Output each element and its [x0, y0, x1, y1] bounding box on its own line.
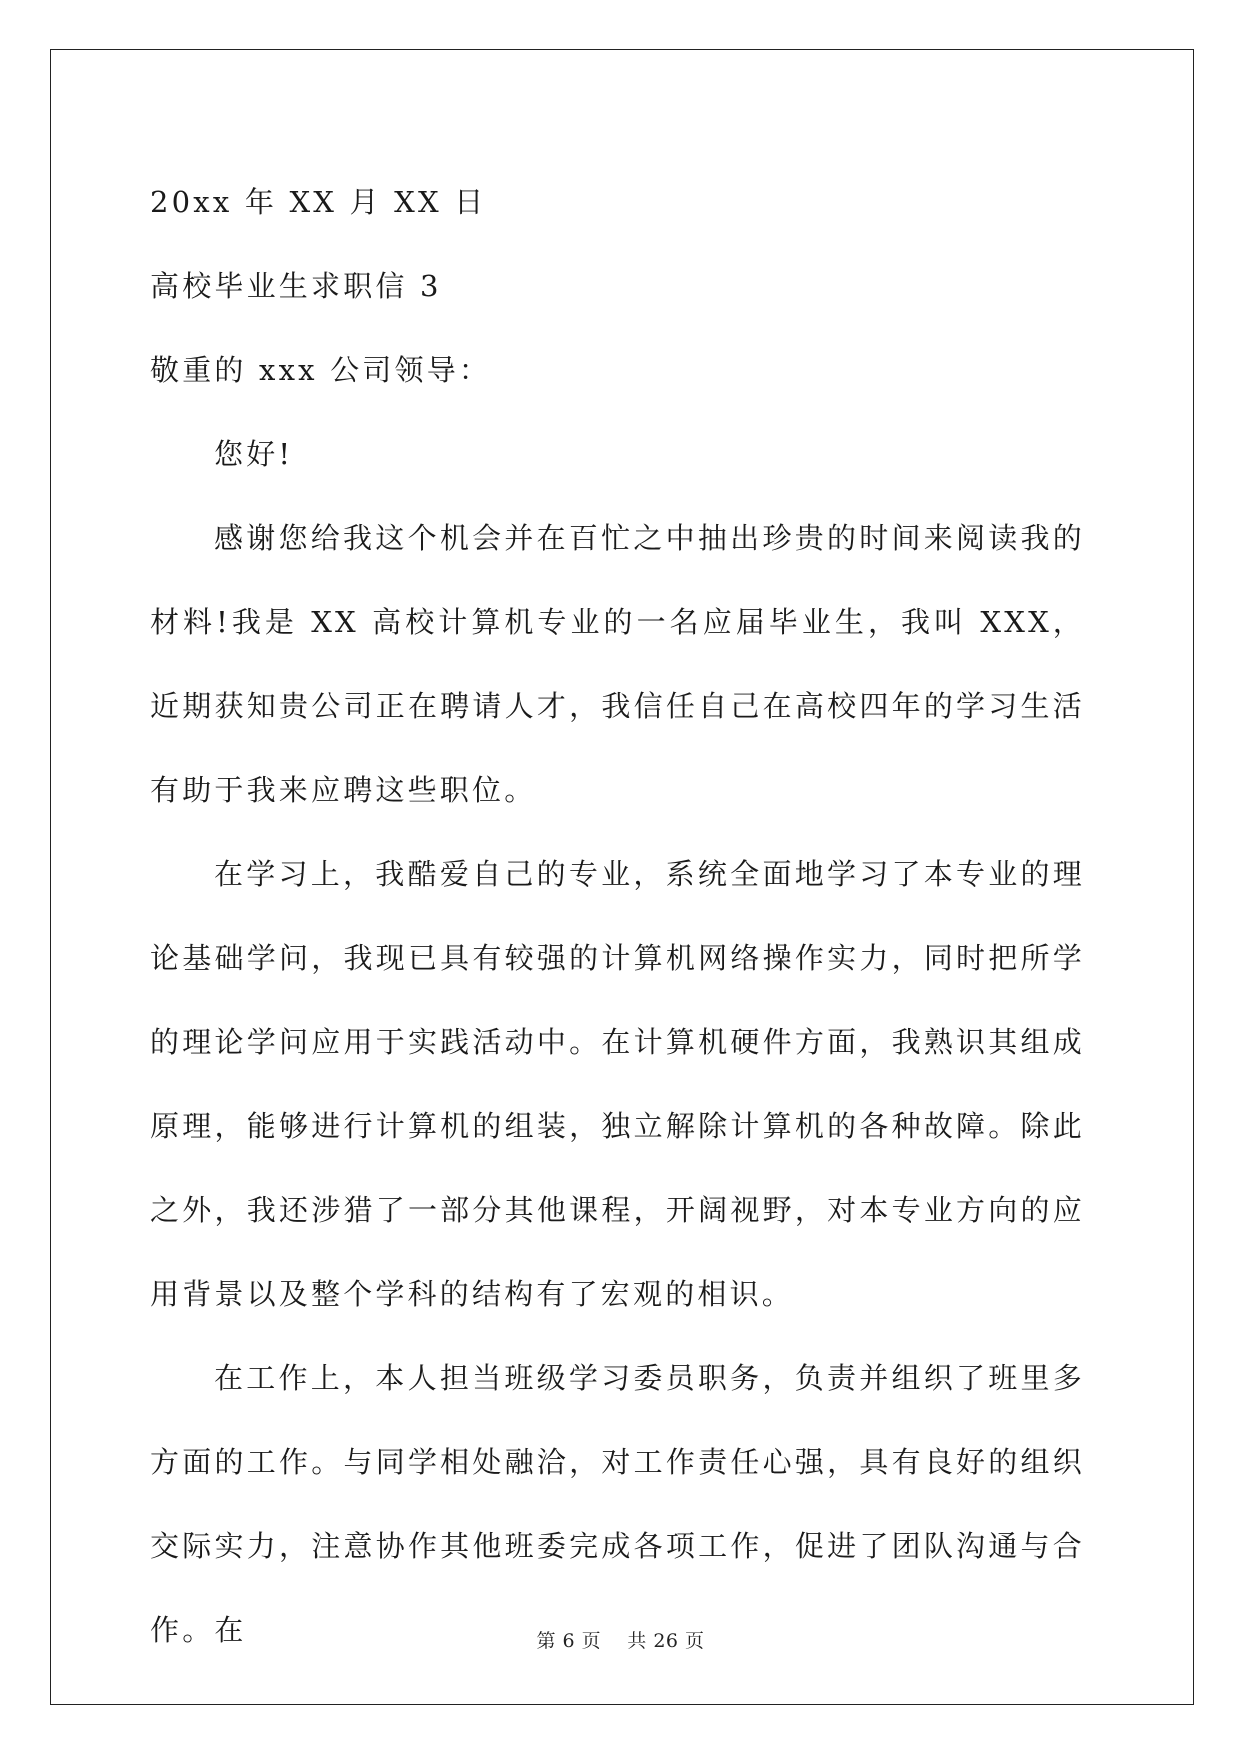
paragraph-3: 在工作上，本人担当班级学习委员职务，负责并组织了班里多方面的工作。与同学相处融洽，对工作责任心强，具有良好的组织交际实力，注意协作其他班委完成各项工作，促进了团队沟通与合作。在 [150, 1361, 1085, 1647]
letter-body [150, 160, 1085, 1672]
page-footer [0, 1626, 1241, 1653]
paragraph-1: 感谢您给我这个机会并在百忙之中抽出珍贵的时间来阅读我的材料!我是 XX 高校计算机专业的一名应届毕业生，我叫 XXX，近期获知贵公司正在聘请人才，我信任自己在高校四年的学习生活有助于我来应聘这些职位。 [150, 521, 1085, 807]
page-number: 第 6 页 共 26 页 [536, 1630, 705, 1652]
paragraph-2: 在学习上，我酷爱自己的专业，系统全面地学习了本专业的理论基础学问，我现已具有较强的计算机网络操作实力，同时把所学的理论学问应用于实践活动中。在计算机硬件方面，我熟识其组成原理，能够进行计算机的组装，独立解除计算机的各种故障。除此之外，我还涉猎了一部分其他课程，开阔视野，对本专业方向的应用背景以及整个学科的结构有了宏观的相识。 [150, 857, 1085, 1311]
salutation: 敬重的 xxx 公司领导： [150, 353, 492, 387]
greeting: 您好! [214, 437, 294, 471]
date-line: 20xx 年 XX 月 XX 日 [150, 185, 487, 219]
section-title: 高校毕业生求职信 3 [150, 269, 442, 303]
